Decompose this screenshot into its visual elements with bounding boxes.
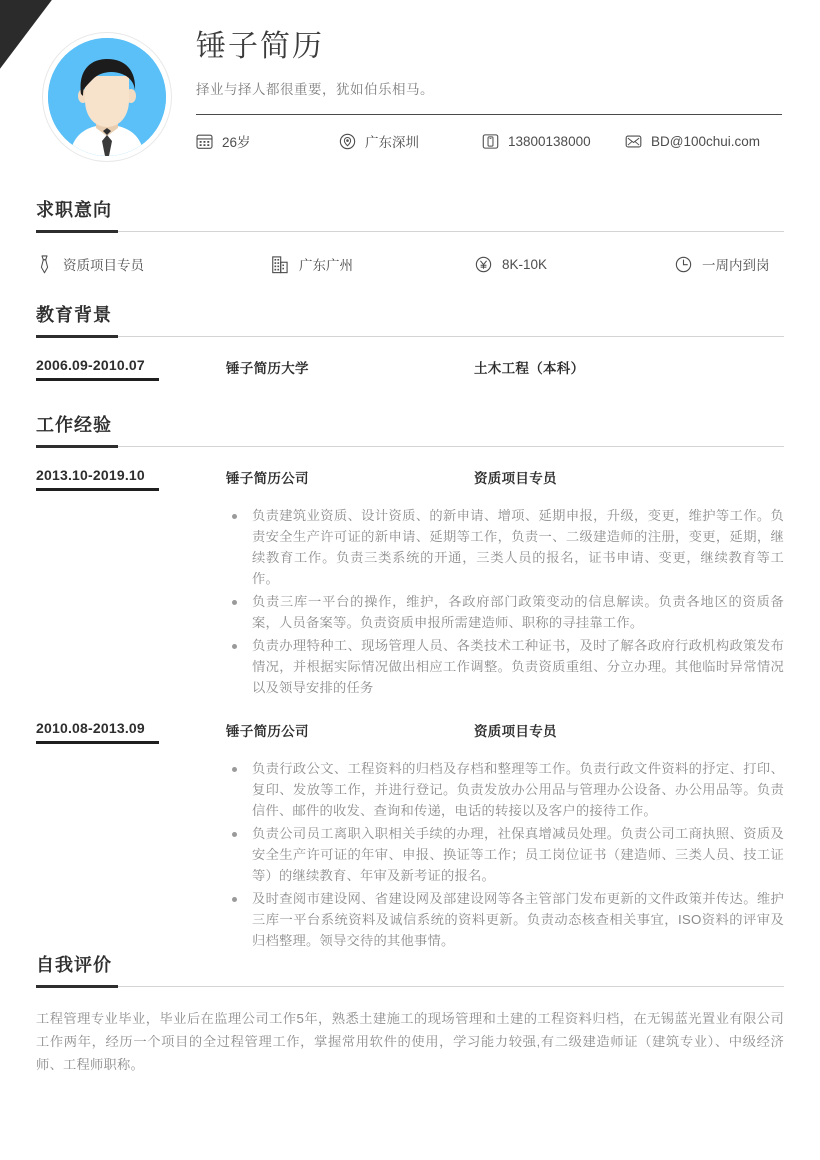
- contact-location: [339, 131, 482, 151]
- intent-availability: [675, 254, 770, 274]
- entry-role: 资质项目专员: [474, 471, 557, 486]
- bullet-text: 负责办理特种工、现场管理人员、各类技术工种证书，及时了解各政府行政机构政策发布情况，并根据实际情况做出相应工作调整。负责资质重组、分立办理。其他临时异常情况以及领导安排的任务: [252, 638, 784, 695]
- contact-age-value: 26岁: [222, 135, 251, 150]
- bullet-text: 负责建筑业资质、设计资质、的新申请、增项、延期申报，升级，变更，维护等工作。负责安全生产许可证的新申请、延期等工作，负责一、二级建造师的注册，变更，延期，继续教育工作。负责三类系统的开通，三类人员的报名，证书申请、变更，继续教育等工作。: [252, 508, 784, 586]
- entry-company: 锤子简历公司: [226, 724, 309, 739]
- section-underline: [36, 986, 784, 987]
- contact-location-value: 广东深圳: [365, 135, 419, 150]
- entry-role: 资质项目专员: [474, 724, 557, 739]
- intent-position-value: 资质项目专员: [63, 258, 144, 273]
- contact-email: [625, 133, 760, 150]
- section-underline: [36, 446, 784, 447]
- section-header: [36, 198, 784, 231]
- intent-city: [271, 254, 475, 274]
- avatar-person-illustration: [48, 38, 166, 156]
- bullet-text: 负责公司员工离职入职相关手续的办理，社保真增减员处理。负责公司工商执照、资质及安全生产许可证的年审、申报、换证等工作；员工岗位证书（建造师、三类人员、技工证等）的继续教育、年审及新考证的报名。: [252, 826, 784, 883]
- list-item: [226, 888, 784, 951]
- resume-header: [0, 0, 820, 178]
- yen-icon: [475, 256, 492, 273]
- phone-icon: [482, 133, 499, 150]
- section-title: 自我评价: [36, 955, 112, 975]
- header-main: [196, 28, 782, 151]
- entry-major: 土木工程（本科）: [474, 361, 585, 376]
- section-title: 教育背景: [36, 305, 112, 325]
- entry-header: [36, 357, 784, 381]
- entry-date: 2013.10-2019.10: [36, 467, 226, 491]
- education-entry: [36, 357, 784, 381]
- self-evaluation-text: 工程管理专业毕业，毕业后在监理公司工作5年，熟悉土建施工的现场管理和土建的工程资料归档，在无锡蓝光置业有限公司工作两年，经历一个项目的全过程管理工作，掌握常用软件的使用，学习能力较强,有二级建造师证（建筑专业）、中级经济师、工程师职称。: [36, 1011, 784, 1072]
- contact-email-value: BD@100chui.com: [651, 133, 761, 149]
- section-title: 工作经验: [36, 415, 112, 435]
- list-item: [226, 823, 784, 886]
- list-item: [226, 591, 784, 633]
- clock-icon: [675, 256, 692, 273]
- avatar-image: [48, 38, 166, 156]
- bullet-text: 负责三库一平台的操作，维护，各政府部门政策变动的信息解读。负责各地区的资质备案，人员备案等。负责资质申报所需建造师、职称的寻挂靠工作。: [252, 594, 784, 630]
- work-entry: [36, 467, 784, 698]
- section-header: [36, 953, 784, 986]
- entry-header: [36, 720, 784, 744]
- section-underline: [36, 231, 784, 232]
- section-job-intention: [36, 198, 784, 274]
- header-divider: [196, 114, 782, 115]
- job-intention-row: [36, 254, 784, 274]
- section-title: 求职意向: [36, 200, 112, 220]
- entry-date: 2006.09-2010.07: [36, 357, 226, 381]
- entry-company: 锤子简历公司: [226, 471, 309, 486]
- intent-city-value: 广东广州: [299, 258, 353, 273]
- envelope-icon: [625, 133, 642, 150]
- building-icon: [271, 255, 289, 274]
- contact-row: [196, 131, 782, 151]
- section-header: [36, 413, 784, 446]
- section-work-experience: [36, 413, 784, 953]
- intent-salary-value: 8K-10K: [502, 256, 548, 272]
- intent-position: [36, 254, 271, 274]
- entry-date: 2010.08-2013.09: [36, 720, 226, 744]
- entry-bullets: [226, 758, 784, 951]
- necktie-icon: [36, 255, 53, 274]
- contact-phone: [482, 133, 625, 150]
- calendar-icon: [196, 133, 213, 150]
- list-item: [226, 505, 784, 589]
- list-item: [226, 635, 784, 698]
- intent-salary: [475, 256, 675, 273]
- avatar: [43, 33, 171, 161]
- section-education: [36, 303, 784, 381]
- entry-school: 锤子简历大学: [226, 361, 309, 376]
- list-item: [226, 758, 784, 821]
- entry-header: [36, 467, 784, 491]
- intent-availability-value: 一周内到岗: [702, 258, 770, 273]
- contact-age: [196, 131, 339, 151]
- bullet-text: 负责行政公文、工程资料的归档及存档和整理等工作。负责行政文件资料的抒定、打印、复印、发放等工作，并进行登记。负责发放办公用品与管理办公设备、办公用品等。负责信件、邮件的收发、查询和传递，电话的转接以及客户的接待工作。: [252, 761, 784, 818]
- section-self-evaluation: [36, 953, 784, 1076]
- section-underline: [36, 336, 784, 337]
- contact-phone-value: 13800138000: [508, 133, 591, 149]
- location-pin-icon: [339, 133, 356, 150]
- work-entry: [36, 720, 784, 951]
- section-header: [36, 303, 784, 336]
- page-title: 锤子简历: [196, 30, 324, 63]
- bullet-text: 及时查阅市建设网、省建设网及部建设网等各主管部门发布更新的文件政策并传达。维护三库一平台系统资料及诚信系统的资料更新。负责动态核查相关事宜，ISO资料的评审及归档整理。领导交待的其他事情。: [252, 891, 784, 948]
- tagline: 择业与择人都很重要，犹如伯乐相马。: [196, 82, 434, 97]
- entry-bullets: [226, 505, 784, 698]
